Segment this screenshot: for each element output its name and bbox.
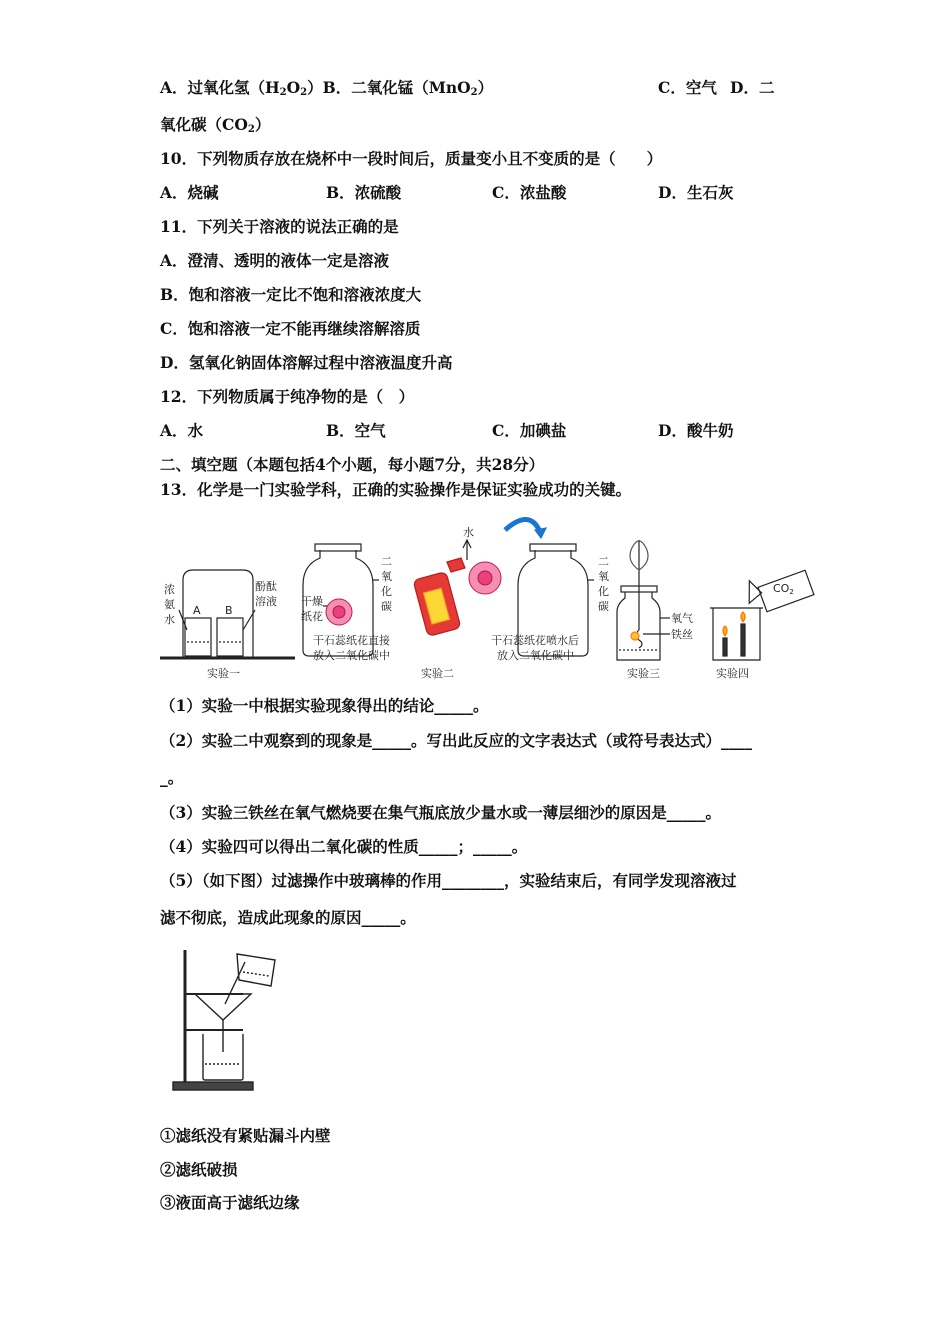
exp1-left-label-3: 水 [164,613,175,626]
q10-option-a: A．烧碱 [160,183,219,202]
exp2-jar1-side-3: 化 [381,585,392,598]
exp1-right-label-1: 酚酞 [255,580,277,593]
section-title: 二、填空题（本题包括4个小题，每小题7分，共28分） [160,455,545,474]
q9-option-b: B．二氧化锰（MnO [322,78,471,97]
q13-sub1: （1）实验一中根据实验现象得出的结论_____。 [160,696,489,715]
exp2-spray-label: 水 [463,526,474,539]
q9-option-c: C．空气 [658,78,717,97]
q11-option-a: A．澄清、透明的液体一定是溶液 [160,251,390,270]
exp3-oxygen-label: 氧气 [671,612,693,625]
exp3-apparatus [617,540,670,660]
q10-stem: 10．下列物质存放在烧杯中一段时间后，质量变小且不变质的是（ ） [160,149,663,168]
exp1-label: 实验一 [207,667,240,680]
filtration-figure [165,942,285,1094]
exp2-jar2-side-4: 碳 [598,600,609,613]
exp2-label: 实验二 [421,667,454,680]
q13-sub4: （4）实验四可以得出二氧化碳的性质_____；_____。 [160,837,528,856]
q13-sub2-wrap: _。 [160,768,184,787]
exp3-label: 实验三 [627,667,660,680]
exp4-co2-label: CO2 [773,582,794,596]
q9-option-a: A．过氧化氢$(H_2O_2)B$．二氧化锰（MnO$_2$） [160,78,494,98]
q11-stem: 11．下列关于溶液的说法正确的是 [160,217,399,236]
q9-option-d-wrap: 氧化碳$(CO_2)$ [160,115,271,135]
q13-sub5: （5）（如下图）过滤操作中玻璃棒的作用________，实验结束后，有同学发现溶液过 [160,871,737,890]
exp2-jar2-side-1: 二 [598,555,609,568]
exp2-jar2-side-3: 化 [598,585,609,598]
exp1-beaker-b: B [225,604,233,617]
exp2-jar2-side-2: 氧 [598,570,609,583]
exp2-jar1-side-4: 碳 [381,600,392,613]
exp4-label: 实验四 [716,667,749,680]
exp1-left-label-1: 浓 [164,583,175,596]
q13-sub2: （2）实验二中观察到的现象是_____。写出此反应的文字表达式（或符号表达式）____ [160,731,753,750]
exp2-jar1-left-2: 纸花 [301,610,323,623]
q12-stem: 12．下列物质属于纯净物的是（ ） [160,387,415,406]
choice-2: ②滤纸破损 [160,1160,238,1179]
exp2-jar2-caption-1: 干石蕊纸花喷水后 [491,634,579,647]
exp2-jar1-left-1: 干燥 [301,595,323,608]
q10-option-d: D．生石灰 [658,183,734,202]
q12-option-d: D．酸牛奶 [658,421,734,440]
q12-option-c: C．加碘盐 [492,421,567,440]
q10-option-b: B．浓硫酸 [326,183,402,202]
exp1-beaker-a: A [193,604,201,617]
exp1-right-label-2: 溶液 [255,595,277,608]
exp2-rose-dry [326,599,352,625]
exp2-jar1-side-2: 氧 [381,570,392,583]
exp2-jar2-caption-2: 放入二氧化碳中 [497,649,574,662]
q13-stem: 13．化学是一门实验学科，正确的实验操作是保证实验成功的关键。 [160,480,632,499]
exp4-apparatus [710,570,814,660]
q12-option-a: A．水 [160,421,204,440]
choice-1: ①滤纸没有紧贴漏斗内壁 [160,1126,331,1145]
q11-option-d: D．氢氧化钠固体溶解过程中溶液温度升高 [160,353,453,372]
exp2-jar1-side-1: 二 [381,555,392,568]
exp2-spray-bottle [413,540,471,636]
exp1-left-label-2: 氨 [164,598,175,611]
exp2-rose-wet [469,562,501,594]
q13-sub3: （3）实验三铁丝在氧气燃烧要在集气瓶底放少量水或一薄层细沙的原因是_____。 [160,803,722,822]
q9-option-d: D．二 [730,78,775,97]
q12-option-b: B．空气 [326,421,386,440]
q10-option-c: C．浓盐酸 [492,183,567,202]
q13-sub5-wrap: 滤不彻底，造成此现象的原因_____。 [160,908,416,927]
exp3-wire-label: 铁丝 [671,628,693,641]
exp2-jar1-caption-2: 放入二氧化碳中 [313,649,390,662]
exp2-jar1-caption-1: 干石蕊纸花直接 [313,634,390,647]
q11-option-c: C．饱和溶液一定不能再继续溶解溶质 [160,319,421,338]
choice-3: ③液面高于滤纸边缘 [160,1193,300,1212]
q11-option-b: B．饱和溶液一定比不饱和溶液浓度大 [160,285,422,304]
experiment-figure [155,510,825,685]
